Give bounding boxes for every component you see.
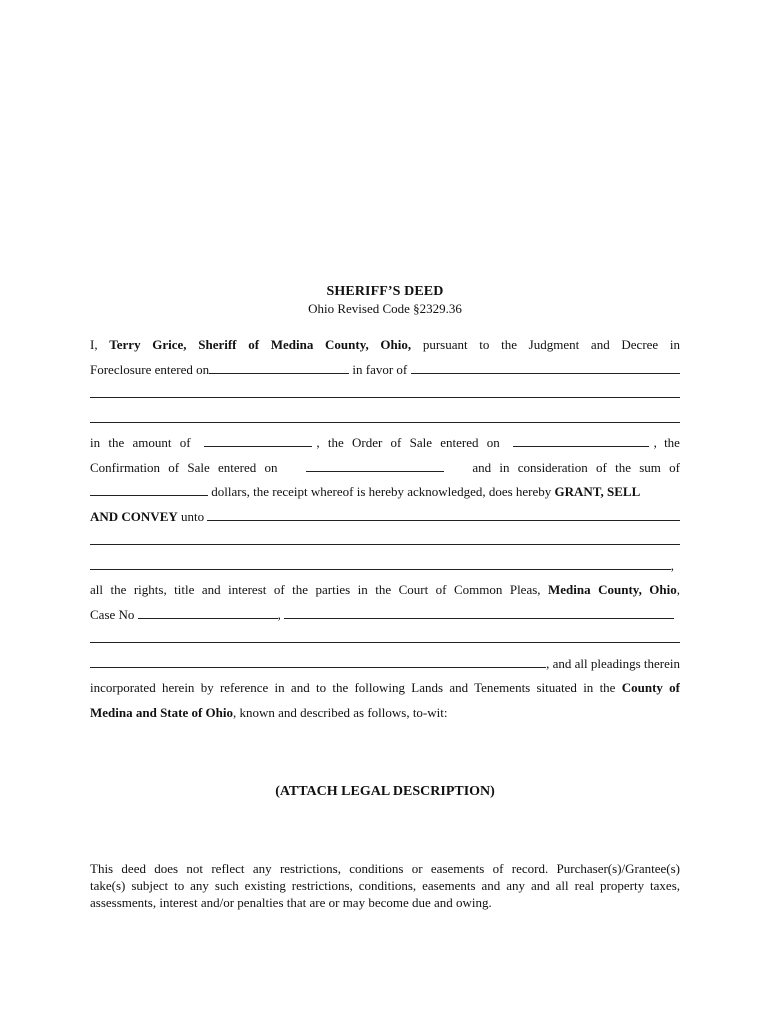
p3-line1 (90, 578, 680, 603)
sheriff-name: Terry Grice, Sheriff of Medina County, Ohio, (109, 337, 412, 352)
legal-description-heading: (ATTACH LEGAL DESCRIPTION) (275, 784, 495, 799)
grantee-blank-3[interactable] (90, 557, 671, 570)
deed-body (90, 333, 680, 725)
text-run: Case No (90, 606, 138, 622)
county-of-text: County of (621, 680, 680, 695)
text-run: incorporated herein by reference in and to the following Lands and Tenements situated in the (90, 680, 622, 695)
p3-line2 (90, 603, 680, 628)
case-no-blank[interactable] (138, 606, 278, 619)
comma: , (670, 557, 674, 573)
text-run: all the rights, title and interest of the parties in the Court of Common Pleas, (90, 582, 549, 597)
confirmation-date-blank[interactable] (306, 459, 444, 472)
notice-line2: take(s) subject to any such existing restrictions, conditions, easements and any and all real property taxes, (90, 878, 680, 893)
p2-line5 (90, 529, 680, 554)
text-run: I, (90, 337, 110, 352)
county-text: Medina County, Ohio (548, 582, 677, 597)
text-run: pursuant to the Judgment and Decree in (411, 337, 680, 352)
p3-line3 (90, 627, 680, 652)
foreclosure-date-blank[interactable] (209, 361, 349, 374)
grantee-blank-2[interactable] (90, 532, 680, 545)
text-run: , and all pleadings therein (546, 655, 680, 671)
case-title-blank-3[interactable] (90, 655, 546, 668)
plaintiff-blank-1[interactable] (90, 385, 680, 398)
p3-line5 (90, 676, 680, 701)
in-favor-of-blank[interactable] (411, 361, 681, 374)
notice-paragraph (90, 860, 680, 911)
text-run: , (676, 582, 680, 597)
p2-line1 (90, 431, 680, 456)
p3-line6 (90, 701, 680, 726)
text-run: , known and described as follows, to-wit: (233, 704, 448, 720)
p1-line1 (90, 333, 680, 358)
p2-line4 (90, 505, 680, 530)
grant-sell-text: GRANT, SELL (554, 484, 641, 499)
notice-line1: This deed does not reflect any restrictions, conditions or easements of record. Purchaser(s)/Grantee(s) (90, 861, 680, 876)
document-subtitle: Ohio Revised Code §2329.36 (308, 301, 462, 316)
text-run: in favor of (349, 361, 411, 377)
p1-line4 (90, 407, 680, 432)
notice-line3: assessments, interest and/or penalties that are or may become due and owing. (90, 895, 492, 910)
plaintiff-blank-2[interactable] (90, 410, 680, 423)
case-title-blank-2[interactable] (90, 630, 680, 643)
text-run: , the (653, 435, 680, 450)
order-of-sale-date-blank[interactable] (513, 434, 649, 447)
title-block (0, 284, 770, 317)
text-run: , (277, 606, 285, 622)
p3-line4 (90, 652, 680, 677)
document-title: SHERIFF’S DEED (326, 284, 444, 299)
p1-line3 (90, 382, 680, 407)
text-run: dollars, the receipt whereof is hereby acknowledged, does hereby (208, 484, 555, 499)
and-convey-text: AND CONVEY (90, 508, 178, 524)
amount-blank[interactable] (204, 434, 312, 447)
p1-line2 (90, 358, 680, 383)
p2-line2 (90, 456, 680, 481)
grantee-blank-1[interactable] (207, 508, 680, 521)
text-run: Confirmation of Sale entered on (90, 459, 286, 475)
p2-line3 (90, 480, 680, 505)
case-title-blank-1[interactable] (284, 606, 674, 619)
p2-line6 (90, 554, 680, 579)
medina-state-text: Medina and State of Ohio (90, 704, 234, 720)
text-run: in the amount of (90, 435, 199, 450)
text-run: and in consideration of the sum of (464, 459, 680, 475)
text-run: , the Order of Sale entered on (316, 435, 509, 450)
text-run: unto (177, 508, 208, 524)
text-run: Foreclosure entered on (90, 361, 210, 377)
sum-dollars-blank[interactable] (90, 483, 208, 496)
